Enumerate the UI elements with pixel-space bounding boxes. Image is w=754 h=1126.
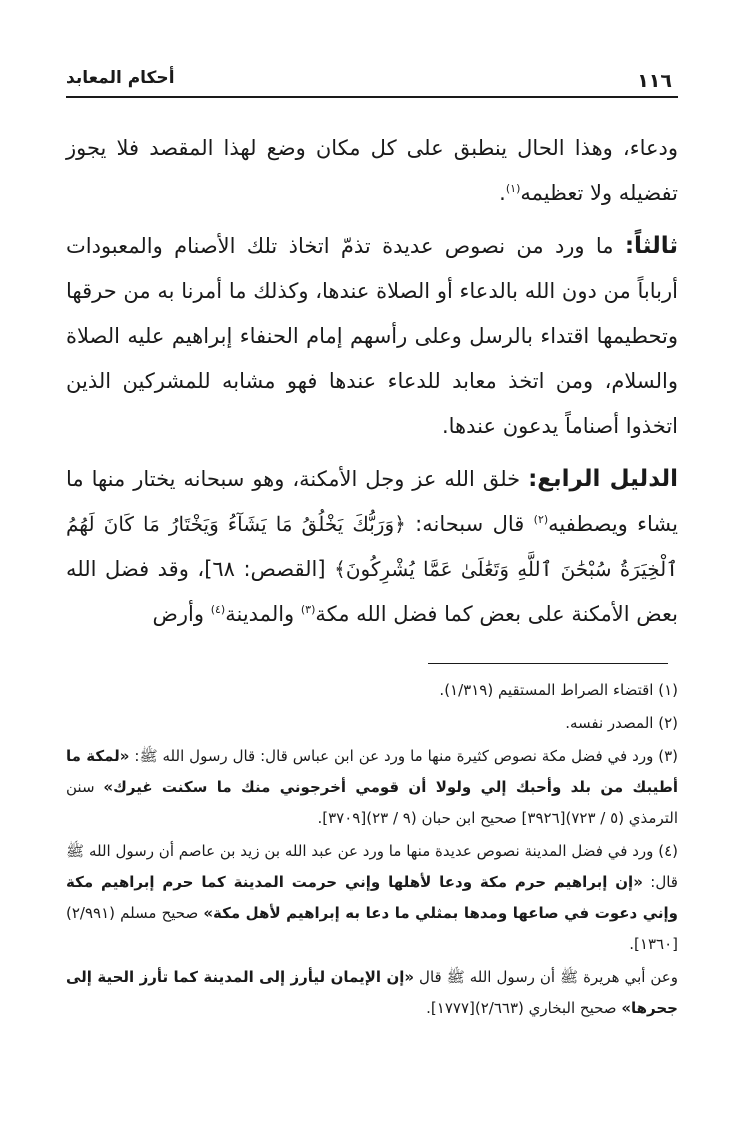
- paragraph-3: [66, 457, 678, 637]
- page-number: ١١٦: [637, 70, 672, 92]
- footnotes: [66, 675, 678, 1024]
- paragraph-3-text-d: والمدينة: [225, 602, 301, 626]
- footnote-4-text-c: وعن أبي هريرة ﷺ أن رسول الله ﷺ قال: [414, 968, 678, 986]
- footnote-ref-4: (٤): [210, 603, 226, 616]
- paragraph-2-text: ما ورد من نصوص عديدة تذمّ اتخاذ تلك الأصنام والمعبودات أرباباً من دون الله بالدعاء أو الصلاة عندها، وكذلك ما أمرنا به من حرقها وتحطيمها اقتداء بالرسل وعلى رأسهم إمام الحنفاء إبراهيم عليه الصلاة والسلام، ومن اتخذ معابد للدعاء عندها فهو مشابه للمشركين الذين اتخذوا أصناماً يدعون عندها.: [66, 234, 678, 438]
- footnote-1: (١) اقتضاء الصراط المستقيم (١/٣١٩).: [439, 681, 678, 699]
- paragraph-1-text: ودعاء، وهذا الحال ينطبق على كل مكان وضع لهذا المقصد فلا يجوز تفضيله ولا تعظيمه: [66, 136, 678, 205]
- footnote-separator: [428, 663, 668, 664]
- footnote-4: [66, 836, 678, 960]
- paragraph-1: [66, 126, 678, 216]
- quran-reference: [القصص: ٦٨]: [204, 557, 326, 581]
- footnote-ref-2: (٢): [533, 513, 549, 526]
- footnote-3-text-a: (٣) ورد في فضل مكة نصوص كثيرة منها ما ورد عن ابن عباس قال: قال رسول الله ﷺ:: [129, 747, 679, 765]
- footnote-4-text-a: (٤) ورد في فضل المدينة نصوص عديدة منها ما ورد عن عبد الله بن زيد بن عاصم أن رسول الله ﷺ قال:: [66, 842, 678, 891]
- paragraph-3-text-b: قال سبحانه:: [405, 512, 534, 536]
- footnote-4-text-b: صحيح مسلم (٢/٩٩١)[١٣٦٠].: [66, 904, 678, 953]
- header-rule: [66, 96, 678, 98]
- paragraph-1-end: .: [499, 181, 506, 205]
- footnote-4-hadith: «إن إبراهيم حرم مكة ودعا لأهلها وإني حرمت المدينة كما حرم إبراهيم مكة وإني دعوت في صاعها ومدها بمثلي ما دعا به إبراهيم لأهل مكة»: [66, 873, 678, 922]
- footnote-3-hadith: «لمكة ما أطيبك من بلد وأحبك إلي ولولا أن قومي أخرجوني منك ما سكنت غيرك»: [66, 747, 679, 796]
- paragraph-3-text-e: وأرض: [152, 602, 211, 626]
- main-text: [66, 126, 678, 637]
- footnote-3: [66, 741, 678, 834]
- footnote-2: (٢) المصدر نفسه.: [565, 714, 678, 732]
- paragraph-3-text-c: ، وقد فضل الله بعض الأمكنة على بعض كما فضل الله مكة: [66, 557, 678, 626]
- footnote-ref-3: (٣): [300, 603, 316, 616]
- footnote-3-text-b: سنن الترمذي (٥ / ٧٢٣)[٣٩٢٦] صحيح ابن حبان (٩ / ٢٣)[٣٧٠٩].: [66, 778, 678, 827]
- paragraph-2-lead: ثالثاً:: [624, 233, 678, 259]
- paragraph-2: [66, 224, 678, 449]
- footnote-4-continued: [66, 962, 678, 1024]
- book-title: أحكام المعابد: [66, 68, 175, 88]
- footnote-ref-1: (١): [505, 182, 521, 195]
- running-header: [66, 58, 678, 98]
- footnote-4-hadith-2: «إن الإيمان ليأرز إلى المدينة كما تأرز الحية إلى جحرها»: [66, 968, 678, 1017]
- footnote-4-text-d: صحيح البخاري (٢/٦٦٣)[١٧٧٧].: [426, 999, 622, 1017]
- paragraph-3-text-a: خلق الله عز وجل الأمكنة، وهو سبحانه يختار منها ما يشاء ويصطفيه: [66, 467, 678, 536]
- quran-verse: ﴿وَرَبُّكَ يَخْلُقُ مَا يَشَآءُ وَيَخْتَارُ مَا كَانَ لَهُمُ ٱلْخِيَرَةُ سُبْحَٰنَ ٱللَّهِ وَتَعَٰلَىٰ عَمَّا يُشْرِكُونَ﴾: [66, 512, 678, 581]
- paragraph-3-lead: الدليل الرابع:: [528, 466, 678, 492]
